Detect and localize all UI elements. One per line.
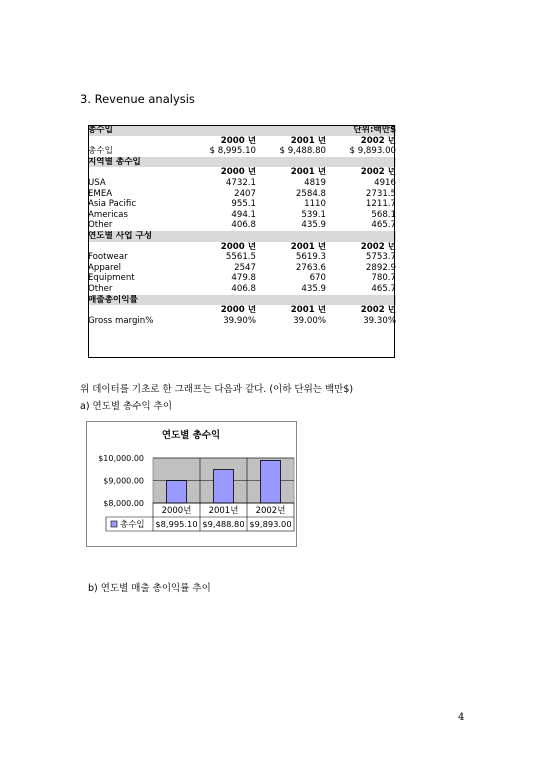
value-2000: 2547 bbox=[234, 262, 256, 273]
table-row bbox=[88, 316, 396, 327]
section-title: 연도별 사업 구성 bbox=[88, 231, 196, 242]
year-header: 2001 년 bbox=[290, 167, 326, 178]
data-label: $8,995.10 bbox=[155, 519, 198, 529]
section-title-row bbox=[88, 157, 396, 168]
blank-cell bbox=[88, 167, 196, 178]
year-header: 2000 년 bbox=[220, 305, 256, 316]
value-2001: 4819 bbox=[304, 177, 326, 188]
table-row bbox=[88, 284, 396, 295]
year-header-row bbox=[88, 305, 396, 316]
section-title-fill bbox=[196, 157, 396, 168]
section-title: 매출총이익률 bbox=[88, 295, 196, 306]
data-label: $9,488.80 bbox=[202, 519, 245, 529]
value-2000: 494.1 bbox=[231, 209, 256, 220]
year-header: 2002 년 bbox=[360, 135, 396, 146]
value-2001: 670 bbox=[309, 273, 326, 284]
table-row bbox=[88, 178, 396, 189]
revenue-table bbox=[88, 125, 396, 326]
section-heading: 3. Revenue analysis bbox=[80, 92, 195, 106]
year-header: 2001 년 bbox=[290, 305, 326, 316]
table-row bbox=[88, 263, 396, 274]
value-2000: 406.8 bbox=[231, 283, 256, 294]
row-label: Other bbox=[88, 220, 113, 231]
row-label: Footwear bbox=[88, 252, 128, 263]
value-2002: 39.30% bbox=[363, 315, 396, 326]
y-tick-label: $8,000.00 bbox=[103, 499, 144, 508]
y-tick-label: $9,000.00 bbox=[103, 476, 144, 486]
table-row bbox=[88, 220, 396, 231]
row-label: Apparel bbox=[88, 262, 122, 273]
caption-b: b) 연도별 매출 총이익률 추이 bbox=[88, 583, 211, 594]
year-header: 2002 년 bbox=[360, 167, 396, 178]
table-row bbox=[88, 210, 396, 221]
legend-swatch bbox=[111, 521, 117, 527]
bar-2002년 bbox=[261, 460, 281, 503]
value-2002: 780.7 bbox=[371, 273, 396, 284]
value-2001: 5619.3 bbox=[295, 252, 326, 263]
year-header: 2002 년 bbox=[360, 305, 396, 316]
year-header: 2002 년 bbox=[360, 241, 396, 252]
value-2000: 955.1 bbox=[231, 199, 256, 210]
section-title-row bbox=[88, 295, 396, 306]
row-label: Gross margin% bbox=[88, 315, 154, 326]
value-2001: 1110 bbox=[304, 199, 326, 210]
row-label: EMEA bbox=[88, 188, 113, 199]
bar-2001년 bbox=[214, 470, 234, 503]
value-2001: 435.9 bbox=[301, 220, 326, 231]
value-2000: 2407 bbox=[234, 188, 256, 199]
value-2000: 4732.1 bbox=[225, 177, 256, 188]
x-tick-label: 2002년 bbox=[255, 506, 286, 516]
blank-cell bbox=[88, 305, 196, 316]
value-2001: 435.9 bbox=[301, 283, 326, 294]
bar-2000년 bbox=[167, 481, 187, 503]
year-header-row bbox=[88, 242, 396, 253]
y-tick-label: $10,000.00 bbox=[98, 454, 144, 463]
year-header-row bbox=[88, 136, 396, 147]
table-title: 총수입 bbox=[88, 125, 256, 136]
row-label: Equipment bbox=[88, 273, 135, 284]
section-title: 지역별 총수입 bbox=[88, 157, 196, 168]
value-2002: 2892.9 bbox=[365, 262, 396, 273]
row-label: USA bbox=[88, 177, 106, 188]
blank-cell bbox=[88, 136, 196, 147]
year-header: 2000 년 bbox=[220, 241, 256, 252]
year-header-row bbox=[88, 167, 396, 178]
caption-a: a) 연도별 총수익 추이 bbox=[80, 401, 173, 412]
year-header: 2001 년 bbox=[290, 135, 326, 146]
data-label: $9,893.00 bbox=[249, 519, 292, 529]
blank-cell bbox=[88, 242, 196, 253]
year-header: 2001 년 bbox=[290, 241, 326, 252]
value-2002: $ 9,893.00 bbox=[349, 146, 396, 157]
table-row bbox=[88, 146, 396, 157]
chart-intro-text: 위 데이터를 기초로 한 그래프는 다음과 같다. (이하 단위는 백만$) bbox=[80, 384, 354, 395]
value-2001: 39.00% bbox=[293, 315, 326, 326]
value-2000: 406.8 bbox=[231, 220, 256, 231]
value-2000: 5561.5 bbox=[225, 252, 256, 263]
table-unit: 단위:백만$ bbox=[256, 125, 396, 136]
table-title-row bbox=[88, 125, 396, 136]
table-row bbox=[88, 252, 396, 263]
value-2002: 465.7 bbox=[371, 220, 396, 231]
table-row bbox=[88, 273, 396, 284]
value-2002: 465.7 bbox=[371, 283, 396, 294]
year-header: 2000 년 bbox=[220, 167, 256, 178]
value-2001: 2763.6 bbox=[295, 262, 326, 273]
section-title-fill bbox=[196, 231, 396, 242]
value-2002: 5753.7 bbox=[365, 252, 396, 263]
row-label: Americas bbox=[88, 209, 128, 220]
page-number: 4 bbox=[458, 712, 465, 723]
x-tick-label: 2000년 bbox=[161, 506, 192, 516]
row-label: Other bbox=[88, 283, 113, 294]
section-title-fill bbox=[196, 295, 396, 306]
value-2000: 39.90% bbox=[223, 315, 256, 326]
legend-label: 총수입 bbox=[120, 520, 145, 530]
table-row bbox=[88, 189, 396, 200]
table-row bbox=[88, 199, 396, 210]
value-2002: 1211.7 bbox=[365, 199, 396, 210]
x-tick-label: 2001년 bbox=[208, 506, 239, 516]
row-label: 총수입 bbox=[88, 146, 113, 157]
value-2000: 479.8 bbox=[231, 273, 256, 284]
section-title-row bbox=[88, 231, 396, 242]
revenue-chart bbox=[86, 421, 297, 547]
year-header: 2000 년 bbox=[220, 135, 256, 146]
value-2001: 2584.8 bbox=[295, 188, 326, 199]
chart-svg bbox=[87, 422, 296, 546]
value-2002: 4916 bbox=[374, 177, 396, 188]
value-2002: 568.1 bbox=[371, 209, 396, 220]
value-2002: 2731.5 bbox=[365, 188, 396, 199]
chart-title: 연도별 총수익 bbox=[161, 430, 221, 441]
value-2001: 539.1 bbox=[301, 209, 326, 220]
value-2000: $ 8,995.10 bbox=[209, 146, 256, 157]
row-label: Asia Pacific bbox=[88, 199, 137, 210]
value-2001: $ 9,488.80 bbox=[279, 146, 326, 157]
